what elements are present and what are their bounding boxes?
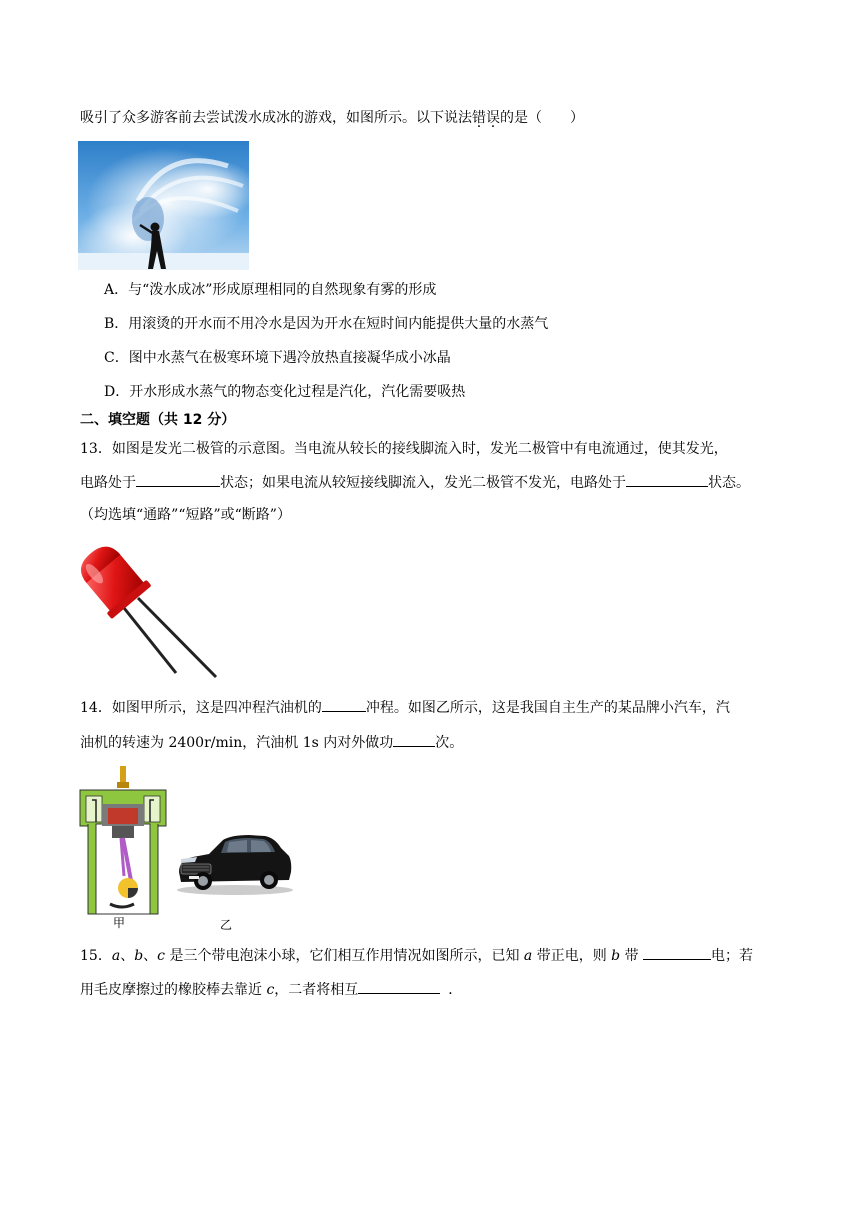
q13-line2-a: 电路处于	[80, 475, 136, 491]
q13-answer-blank-2	[626, 472, 708, 487]
q14-line1-a: 14．如图甲所示，这是四冲程汽油机的	[80, 700, 322, 716]
caption-jia: 甲	[113, 916, 126, 930]
q14-line1	[80, 697, 730, 718]
caption-yi: 乙	[220, 918, 233, 932]
q15-ball-b-ref: b	[611, 948, 621, 964]
q15-ball-a: a	[111, 948, 121, 964]
q12-intro-b: 的是（ ）	[500, 110, 584, 126]
q15-answer-blank-2	[358, 979, 440, 994]
q14-line2-b: 次。	[435, 735, 464, 751]
q13-line2-c: 状态。	[708, 475, 750, 491]
q15-sep-1: 、	[120, 948, 135, 964]
q12-option-d: D．开水形成水蒸气的物态变化过程是汽化，汽化需要吸热	[104, 384, 466, 400]
q15-ball-a-ref: a	[523, 948, 533, 964]
q12-emph-2: 误	[486, 110, 500, 126]
q13-line3: （均选填“通路”“短路”或“断路”）	[80, 507, 291, 523]
q14-line2-a: 油机的转速为 2400r/min，汽油机 1s 内对外做功	[80, 735, 394, 751]
q15-line2	[80, 979, 462, 1000]
q15-line1-d: 电；若	[711, 948, 754, 964]
q15-line2-a: 用毛皮摩擦过的橡胶棒去靠近	[80, 982, 267, 998]
q15-line1-c: 带	[620, 948, 644, 964]
q15-answer-blank-1	[643, 945, 711, 960]
car-photo	[175, 826, 293, 896]
q12-intro-a: 吸引了众多游客前去尝试泼水成冰的游戏，如图所示。以下说法	[80, 110, 472, 126]
q15-ball-b: b	[134, 948, 144, 964]
led-diagram	[78, 540, 223, 680]
q14-line2	[80, 732, 463, 753]
q15-num: 15．	[80, 948, 112, 964]
q15-line2-b: ，二者将相互	[274, 982, 359, 998]
q12-option-a: A．与“泼水成冰”形成原理相同的自然现象有雾的形成	[104, 282, 437, 298]
q14-line1-b: 冲程。如图乙所示，这是我国自主生产的某品牌小汽车，汽	[365, 700, 730, 716]
q13-line1: 13．如图是发光二极管的示意图。当电流从较长的接线脚流入时，发光二极管中有电流通过，使其发光，	[80, 441, 728, 457]
q15-line1	[80, 945, 753, 966]
q14-answer-blank-2	[393, 732, 435, 747]
q15-line1-a: 是三个带电泡沫小球，它们相互作用情况如图所示，已知	[165, 948, 524, 964]
section-heading: 二、填空题（共 12 分）	[80, 412, 236, 428]
q15-ball-c: c	[157, 948, 165, 964]
q13-line2-b: 状态；如果电流从较短接线脚流入，发光二极管不发光，电路处于	[220, 475, 626, 491]
q15-line2-c: ．	[448, 982, 463, 998]
engine-cylinder-diagram	[78, 764, 168, 916]
q12-intro	[80, 108, 584, 128]
q15-ball-c-ref: c	[266, 982, 275, 998]
q12-option-b: B．用滚烫的开水而不用冷水是因为开水在短时间内能提供大量的水蒸气	[104, 316, 549, 332]
q13-answer-blank-1	[136, 472, 220, 487]
q12-emph-1: 错	[472, 110, 486, 126]
q13-line2	[80, 472, 750, 493]
q12-option-c: C．图中水蒸气在极寒环境下遇冷放热直接凝华成小冰晶	[104, 350, 451, 366]
q14-answer-blank-1	[322, 697, 366, 712]
q15-line1-b: 带正电，则	[532, 948, 612, 964]
splash-water-photo	[78, 141, 249, 270]
q15-sep-2: 、	[143, 948, 158, 964]
